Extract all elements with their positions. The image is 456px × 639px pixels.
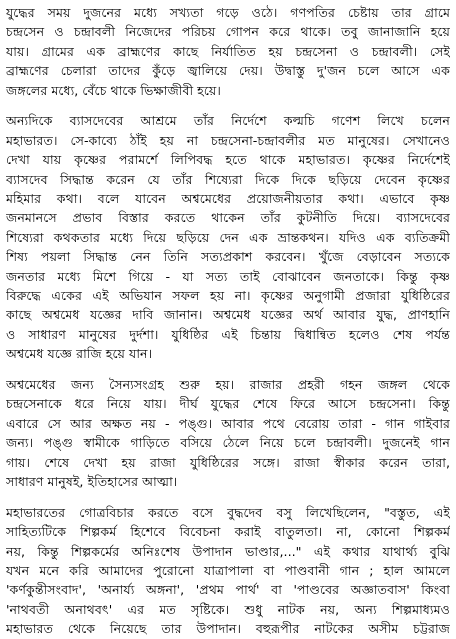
text-line: গায়। শেষে দেখা হয় রাজা যুধিষ্ঠিরের সঙ্গে। রাজা স্বীকার করেন তারা, xyxy=(6,454,450,470)
text-line: জন্য। পঙ্গু স্বামীকে গাড়িতে বসিয়ে ঠেলে নিয়ে চলে চন্দ্রাবলী। দুজনেই গান xyxy=(6,435,450,451)
paragraph-gap xyxy=(6,100,450,112)
paragraph-4 xyxy=(6,503,450,639)
text-line: সাহিত্যটিকে শিল্পকর্ম হিশেবে বিবেচনা করাই বাতুলতা। না, কোনো শিল্পকর্ম xyxy=(6,524,450,540)
text-line: চন্দ্রসেন ও চন্দ্রাবলী নিজেদের পরিচয় গোপন করে থাকে। তবু জানাজানি হয়ে xyxy=(6,24,450,40)
text-line: জনতার মধ্যে মিশে গিয়ে - যা সত্য তাই বোঝাবেন জনতাকে। কিন্তু কৃষ্ণ xyxy=(6,268,450,284)
text-line: মহাভারত থেকে নিয়েছে তার উপাদান। বহুরূপীর নাটকের অসীম চট্টরাজ xyxy=(6,621,450,637)
text-line: বিরুদ্ধে একের এই অভিযান সফল হয় না। কৃষ্ণের অনুগামী প্রজারা যুধিষ্ঠিরের xyxy=(6,287,450,303)
text-line: চন্দ্রসেনাকে ধরে নিয়ে যায়। দীর্ঘ যুদ্ধের শেষে ফিরে আসে চন্দ্রসেনা। কিন্তু xyxy=(6,396,450,412)
paragraph-2 xyxy=(6,111,450,363)
text-line: এবারে সে আর অক্ষত নয় - পঙ্গু। আবার পথে বেরোয় তারা - গান গাইবার xyxy=(6,415,450,431)
text-line: কাছে অশ্বমেধ যজ্ঞের দাবি জানান। অশ্বমেধ যজ্ঞের অর্থ আবার যুদ্ধ, প্রাণহানি xyxy=(6,307,450,323)
text-line: নয়, কিন্তু শিল্পকর্মের অনিঃশেষ উপাদান ভাণ্ডার,..." এই কথার যাথার্থ্য বুঝি xyxy=(6,543,450,559)
text-line: যুদ্ধের সময় দুজনের মধ্যে সখ্যতা গড়ে ওঠে। গণপতির চেষ্টায় তার গ্রামে xyxy=(6,5,450,20)
text-line: অশ্বমেধের জন্য সৈন্যসংগ্রহ শুরু হয়। রাজার প্রহরী গহন জঙ্গল থেকে xyxy=(6,377,450,393)
paragraph-3 xyxy=(6,375,450,491)
text-line: যায়। গ্রামের এক ব্রাহ্মণের কাছে নির্যাতিত হয় চন্দ্রসেনা ও চন্দ্রাবলী। সেই xyxy=(6,43,450,59)
paragraph-gap xyxy=(6,364,450,376)
paragraph-1 xyxy=(6,3,450,100)
text-line: 'নাথবতী অনাথবৎ' এর মত সৃষ্টিকে। শুধু নাটক নয়, অন্য শিল্পমাধ্যমও xyxy=(6,601,450,617)
text-line: জনমানসে প্রভাব বিস্তার করতে থাকেন তাঁর কুটনীতি দিয়ে। ব্যাসদেবের xyxy=(6,210,450,226)
text-line: মহিমার কথা। বলে যাবেন অশ্বমেধের প্রয়োজনীয়তার কথা। এভাবে কৃষ্ণ xyxy=(6,191,450,207)
text-line: মহাভারতের গোত্রবিচার করতে বসে বুদ্ধদেব বসু লিখেছিলেন, "বস্তুত, এই xyxy=(6,504,450,520)
text-line: ব্রাহ্মণের চেলারা তাদের কুঁড়ে জ্বালিয়ে দেয়। উদ্বাস্তু দু'জন চলে আসে এক xyxy=(6,63,450,79)
text-line: 'কর্ণকুন্তীসংবাদ', 'অনার্য্য অঙ্গনা', 'প্রথম পার্থ' বা 'পাণ্ডবের অজ্ঞাতবাস' কিংবা xyxy=(6,582,450,598)
text-line: ও সাধারণ মানুষের দুর্দশা। যুধিষ্ঠির এই চিন্তায় দ্বিধান্বিত হলেও শেষ পর্যন্ত xyxy=(6,326,450,342)
text-line: শিষ্যেরা কথকতার মধ্যে দিয়ে ছড়িয়ে দেন এক ভ্রান্তকথন। যদিও এক ব্যতিক্রমী xyxy=(6,229,450,245)
text-line: মহাভারত। সে-কাব্যে ঠাঁই হয় না চন্দ্রসেনা-চন্দ্রাবলীর মত মানুষের। সেখানেও xyxy=(6,132,450,148)
text-line: সাধারণ মানুষই, ইতিহাসের আত্মা। xyxy=(6,473,178,489)
text-line: শিষ্য পয়লা সিদ্ধান্ত নেন তিনি সত্যপ্রকাশ করবেন। খুঁজে বেড়াবেন সত্যকে xyxy=(6,249,450,265)
paragraph-gap xyxy=(6,491,450,503)
text-line: যখন মনে করি আমাদের পুরোনো যাত্রাপালা বা পাণ্ডবানী গান ; হাল আমলে xyxy=(6,563,450,579)
text-line: ব্যাসদেব সিদ্ধান্ত করেন যে তাঁর শিষ্যেরা দিকে দিকে ছড়িয়ে দেবেন কৃষ্ণের xyxy=(6,171,450,187)
text-line: অন্যদিকে ব্যাসদেবের আশ্রমে তাঁর নির্দেশে কল্মচি গণেশ লিখে চলেন xyxy=(6,113,450,129)
text-line: দেখা যায় কৃষ্ণের পরামর্শে লিপিবদ্ধ হতে থাকে মহাভারত। কৃষ্ণের নির্দেশেই xyxy=(6,152,450,168)
text-line: জঙ্গলের মধ্যে, বেঁচে থাকে ভিক্ষাজীবী হয়ে। xyxy=(6,82,221,98)
text-line: অশ্বমেধ যজ্ঞে রাজি হয়ে যান। xyxy=(6,346,153,362)
